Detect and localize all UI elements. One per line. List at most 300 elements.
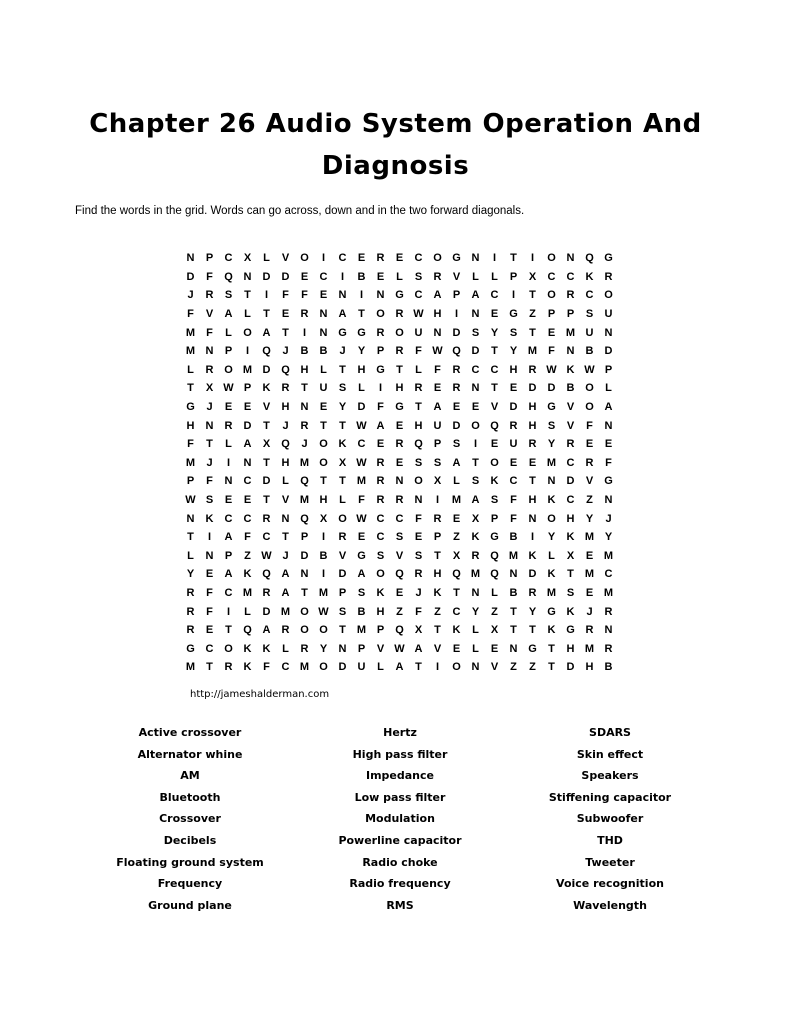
word-item: THD xyxy=(597,833,623,847)
grid-cell: M xyxy=(280,605,291,618)
grid-cell: G xyxy=(186,401,195,414)
grid-cell: D xyxy=(338,568,347,581)
grid-cell: T xyxy=(320,419,327,432)
grid-cell: C xyxy=(376,512,385,525)
grid-cell: T xyxy=(510,624,517,637)
grid-cell: M xyxy=(603,586,614,599)
grid-cell: A xyxy=(471,494,480,507)
grid-cell: W xyxy=(432,345,443,358)
grid-cell: R xyxy=(281,624,290,637)
grid-cell: N xyxy=(300,401,309,414)
grid-cell: G xyxy=(547,605,556,618)
grid-cell: Y xyxy=(490,326,499,339)
grid-cell: K xyxy=(452,624,461,637)
grid-cell: S xyxy=(433,456,442,469)
grid-cell: T xyxy=(225,624,232,637)
grid-cell: C xyxy=(319,270,328,283)
grid-cell: L xyxy=(472,624,479,637)
grid-cell: A xyxy=(224,531,233,544)
grid-cell: T xyxy=(339,363,346,376)
grid-cell: M xyxy=(185,345,196,358)
grid-cell: O xyxy=(585,382,594,395)
grid-cell: F xyxy=(187,308,194,321)
grid-cell: K xyxy=(566,531,575,544)
grid-cell: T xyxy=(510,605,517,618)
grid-cell: B xyxy=(357,270,366,283)
grid-cell: C xyxy=(452,605,461,618)
grid-cell: E xyxy=(490,308,499,321)
grid-cell: R xyxy=(376,456,385,469)
grid-cell: U xyxy=(414,326,423,339)
grid-cell: O xyxy=(433,252,442,265)
grid-cell: J xyxy=(282,419,289,432)
grid-cell: F xyxy=(187,438,194,451)
grid-cell: H xyxy=(528,419,537,432)
grid-cell: C xyxy=(243,512,252,525)
grid-cell: K xyxy=(376,586,385,599)
grid-cell: I xyxy=(378,382,383,395)
grid-cell: N xyxy=(338,289,347,302)
grid-cell: P xyxy=(433,438,442,451)
grid-cell: P xyxy=(376,624,385,637)
grid-cell: K xyxy=(528,549,537,562)
grid-cell: M xyxy=(603,549,614,562)
grid-cell: S xyxy=(357,586,366,599)
grid-cell: G xyxy=(509,308,518,321)
grid-cell: Y xyxy=(585,512,594,525)
grid-cell: O xyxy=(319,624,328,637)
grid-cell: R xyxy=(300,642,309,655)
grid-cell: J xyxy=(605,512,612,525)
grid-cell: N xyxy=(528,512,537,525)
grid-cell: W xyxy=(546,363,557,376)
grid-cell: C xyxy=(262,531,271,544)
grid-cell: M xyxy=(356,475,367,488)
grid-cell: N xyxy=(471,382,480,395)
grid-cell: D xyxy=(604,345,613,358)
grid-cell: T xyxy=(529,289,536,302)
grid-cell: W xyxy=(394,642,405,655)
grid-cell: Q xyxy=(490,549,499,562)
grid-cell: Q xyxy=(395,624,404,637)
grid-cell: R xyxy=(604,642,613,655)
grid-cell: R xyxy=(376,494,385,507)
grid-cell: Q xyxy=(262,345,271,358)
grid-cell: A xyxy=(414,642,423,655)
grid-cell: T xyxy=(415,661,422,674)
grid-cell: I xyxy=(530,531,535,544)
grid-cell: W xyxy=(356,419,367,432)
grid-cell: T xyxy=(453,586,460,599)
grid-cell: V xyxy=(490,661,499,674)
grid-cell: M xyxy=(242,363,253,376)
grid-cell: R xyxy=(395,494,404,507)
grid-cell: G xyxy=(490,531,499,544)
grid-cell: E xyxy=(452,512,461,525)
grid-cell: X xyxy=(471,512,480,525)
grid-cell: I xyxy=(492,252,497,265)
grid-cell: A xyxy=(433,289,442,302)
grid-cell: T xyxy=(282,326,289,339)
grid-cell: T xyxy=(263,419,270,432)
grid-cell: G xyxy=(566,624,575,637)
grid-cell: T xyxy=(415,401,422,414)
grid-cell: T xyxy=(263,456,270,469)
grid-cell: Q xyxy=(490,568,499,581)
grid-cell: N xyxy=(471,308,480,321)
grid-cell: V xyxy=(566,419,575,432)
grid-cell: F xyxy=(605,456,612,469)
grid-cell: F xyxy=(358,494,365,507)
grid-cell: R xyxy=(281,382,290,395)
grid-cell: E xyxy=(585,586,594,599)
grid-cell: Y xyxy=(319,642,328,655)
grid-cell: Q xyxy=(395,568,404,581)
grid-cell: E xyxy=(376,438,385,451)
grid-cell: C xyxy=(243,475,252,488)
grid-cell: T xyxy=(434,549,441,562)
grid-cell: V xyxy=(433,642,442,655)
grid-cell: I xyxy=(321,568,326,581)
grid-cell: Y xyxy=(338,401,347,414)
grid-cell: J xyxy=(282,345,289,358)
grid-cell: E xyxy=(224,401,233,414)
grid-cell: I xyxy=(435,661,440,674)
grid-cell: M xyxy=(318,586,329,599)
grid-cell: F xyxy=(415,512,422,525)
grid-cell: D xyxy=(528,568,537,581)
word-item: Skin effect xyxy=(576,747,644,761)
grid-cell: O xyxy=(376,308,385,321)
grid-cell: L xyxy=(491,270,498,283)
grid-cell: T xyxy=(206,661,213,674)
grid-cell: F xyxy=(377,401,384,414)
grid-cell: D xyxy=(547,382,556,395)
grid-cell: S xyxy=(414,549,423,562)
grid-cell: W xyxy=(356,512,367,525)
grid-cell: E xyxy=(395,419,404,432)
grid-cell: D xyxy=(243,419,252,432)
grid-cell: A xyxy=(224,568,233,581)
word-item: Floating ground system xyxy=(116,855,264,869)
grid-cell: L xyxy=(187,363,194,376)
grid-cell: E xyxy=(452,401,461,414)
grid-cell: P xyxy=(547,308,556,321)
grid-cell: D xyxy=(452,326,461,339)
grid-cell: D xyxy=(262,270,271,283)
grid-cell: H xyxy=(376,605,385,618)
grid-cell: P xyxy=(357,642,366,655)
grid-cell: F xyxy=(301,289,308,302)
grid-cell: A xyxy=(395,661,404,674)
grid-cell: N xyxy=(338,642,347,655)
grid-cell: J xyxy=(282,549,289,562)
grid-cell: Y xyxy=(509,345,518,358)
grid-cell: P xyxy=(300,531,309,544)
grid-cell: F xyxy=(244,531,251,544)
grid-cell: C xyxy=(376,531,385,544)
grid-cell: R xyxy=(566,438,575,451)
grid-cell: H xyxy=(509,363,518,376)
grid-cell: N xyxy=(433,326,442,339)
grid-cell: A xyxy=(262,326,271,339)
grid-cell: F xyxy=(548,345,555,358)
grid-cell: Z xyxy=(244,549,251,562)
grid-cell: O xyxy=(319,456,328,469)
grid-cell: Z xyxy=(491,605,498,618)
grid-cell: E xyxy=(224,494,233,507)
grid-cell: E xyxy=(357,252,366,265)
grid-cell: G xyxy=(604,475,613,488)
grid-cell: V xyxy=(585,475,594,488)
grid-cell: T xyxy=(301,586,308,599)
grid-cell: B xyxy=(509,586,518,599)
grid-cell: O xyxy=(300,624,309,637)
grid-cell: S xyxy=(471,475,480,488)
grid-cell: P xyxy=(186,475,195,488)
grid-cell: D xyxy=(452,419,461,432)
grid-cell: M xyxy=(584,642,595,655)
grid-cell: N xyxy=(243,270,252,283)
grid-cell: X xyxy=(490,624,499,637)
grid-cell: K xyxy=(566,605,575,618)
grid-cell: E xyxy=(490,438,499,451)
grid-cell: G xyxy=(528,642,537,655)
grid-cell: F xyxy=(510,512,517,525)
grid-cell: Y xyxy=(471,605,480,618)
grid-cell: H xyxy=(528,494,537,507)
grid-cell: G xyxy=(452,252,461,265)
grid-cell: N xyxy=(509,568,518,581)
grid-cell: L xyxy=(187,549,194,562)
word-search-grid xyxy=(181,249,618,677)
grid-cell: R xyxy=(414,382,423,395)
grid-cell: M xyxy=(527,345,538,358)
instruction-text: Find the words in the grid. Words can go across, down and in the two forward diagonals. xyxy=(75,205,525,217)
grid-cell: S xyxy=(585,308,594,321)
grid-cell: D xyxy=(357,401,366,414)
grid-cell: H xyxy=(281,401,290,414)
grid-cell: R xyxy=(433,512,442,525)
grid-cell: L xyxy=(244,308,251,321)
grid-cell: R xyxy=(205,289,214,302)
grid-cell: N xyxy=(604,326,613,339)
grid-cell: L xyxy=(415,363,422,376)
grid-cell: L xyxy=(225,438,232,451)
grid-cell: C xyxy=(224,252,233,265)
grid-cell: U xyxy=(585,326,594,339)
word-list-column xyxy=(85,722,295,916)
grid-cell: I xyxy=(302,326,307,339)
grid-cell: K xyxy=(262,642,271,655)
grid-cell: S xyxy=(471,326,480,339)
grid-cell: F xyxy=(510,494,517,507)
grid-cell: C xyxy=(395,512,404,525)
grid-cell: K xyxy=(490,475,499,488)
grid-cell: T xyxy=(529,475,536,488)
grid-cell: F xyxy=(206,326,213,339)
grid-cell: B xyxy=(566,382,575,395)
grid-cell: E xyxy=(547,326,556,339)
grid-cell: H xyxy=(281,456,290,469)
grid-cell: V xyxy=(262,401,271,414)
grid-cell: X xyxy=(205,382,214,395)
grid-cell: U xyxy=(319,382,328,395)
grid-cell: L xyxy=(605,382,612,395)
grid-cell: T xyxy=(491,382,498,395)
grid-cell: F xyxy=(282,289,289,302)
grid-cell: N xyxy=(319,326,328,339)
grid-cell: W xyxy=(413,308,424,321)
grid-cell: Q xyxy=(243,624,252,637)
grid-cell: D xyxy=(281,270,290,283)
grid-cell: A xyxy=(338,308,347,321)
grid-cell: C xyxy=(357,438,366,451)
grid-cell: T xyxy=(396,363,403,376)
grid-cell: R xyxy=(604,605,613,618)
grid-cell: L xyxy=(377,661,384,674)
grid-cell: L xyxy=(339,494,346,507)
grid-cell: Z xyxy=(510,661,517,674)
source-link[interactable]: http://jameshalderman.com xyxy=(190,689,330,700)
grid-cell: I xyxy=(473,438,478,451)
grid-cell: S xyxy=(395,531,404,544)
grid-cell: T xyxy=(339,624,346,637)
word-item: Voice recognition xyxy=(556,877,664,891)
grid-cell: O xyxy=(300,252,309,265)
grid-cell: R xyxy=(224,661,233,674)
grid-cell: W xyxy=(185,494,196,507)
grid-cell: E xyxy=(281,308,290,321)
grid-cell: R xyxy=(262,512,271,525)
grid-cell: H xyxy=(566,512,575,525)
grid-cell: O xyxy=(547,289,556,302)
grid-cell: Z xyxy=(529,308,536,321)
grid-cell: T xyxy=(301,382,308,395)
grid-cell: A xyxy=(604,401,613,414)
grid-cell: N xyxy=(471,586,480,599)
grid-cell: Z xyxy=(586,494,593,507)
grid-cell: T xyxy=(206,438,213,451)
grid-cell: N xyxy=(376,289,385,302)
grid-cell: L xyxy=(453,475,460,488)
grid-cell: D xyxy=(566,475,575,488)
grid-cell: Q xyxy=(414,438,423,451)
grid-cell: G xyxy=(357,326,366,339)
grid-cell: M xyxy=(565,326,576,339)
grid-cell: V xyxy=(395,549,404,562)
grid-cell: S xyxy=(509,326,518,339)
grid-cell: L xyxy=(548,549,555,562)
grid-cell: K xyxy=(243,568,252,581)
grid-cell: F xyxy=(415,605,422,618)
grid-cell: N xyxy=(300,568,309,581)
grid-cell: O xyxy=(490,456,499,469)
grid-cell: Z xyxy=(434,605,441,618)
grid-cell: N xyxy=(186,512,195,525)
grid-cell: S xyxy=(338,382,347,395)
grid-cell: L xyxy=(244,605,251,618)
grid-cell: C xyxy=(509,475,518,488)
grid-cell: P xyxy=(509,270,518,283)
grid-cell: S xyxy=(452,438,461,451)
grid-cell: H xyxy=(528,401,537,414)
grid-cell: P xyxy=(433,531,442,544)
grid-cell: O xyxy=(300,605,309,618)
grid-cell: R xyxy=(509,419,518,432)
grid-cell: M xyxy=(546,456,557,469)
grid-cell: B xyxy=(319,345,328,358)
grid-cell: T xyxy=(263,308,270,321)
grid-cell: I xyxy=(454,308,459,321)
grid-cell: N xyxy=(186,252,195,265)
grid-cell: K xyxy=(471,531,480,544)
grid-cell: N xyxy=(604,624,613,637)
grid-cell: M xyxy=(242,586,253,599)
grid-cell: M xyxy=(451,494,462,507)
grid-cell: R xyxy=(338,531,347,544)
grid-cell: C xyxy=(566,456,575,469)
grid-cell: Q xyxy=(281,438,290,451)
grid-cell: E xyxy=(528,456,537,469)
grid-cell: G xyxy=(395,289,404,302)
grid-cell: V xyxy=(452,270,461,283)
grid-cell: K xyxy=(566,363,575,376)
grid-cell: O xyxy=(395,326,404,339)
grid-cell: I xyxy=(226,605,231,618)
grid-cell: I xyxy=(264,289,269,302)
grid-cell: S xyxy=(338,605,347,618)
grid-cell: T xyxy=(339,475,346,488)
grid-cell: I xyxy=(511,289,516,302)
grid-cell: H xyxy=(433,308,442,321)
grid-cell: C xyxy=(205,642,214,655)
grid-cell: I xyxy=(321,252,326,265)
grid-cell: J xyxy=(206,456,213,469)
grid-cell: C xyxy=(490,363,499,376)
grid-cell: T xyxy=(358,308,365,321)
grid-cell: N xyxy=(243,456,252,469)
grid-cell: V xyxy=(205,308,214,321)
grid-cell: I xyxy=(321,531,326,544)
grid-cell: M xyxy=(584,531,595,544)
word-item: Bluetooth xyxy=(159,790,221,804)
grid-cell: N xyxy=(566,345,575,358)
word-item: Radio frequency xyxy=(349,877,451,891)
grid-cell: T xyxy=(187,382,194,395)
grid-cell: H xyxy=(585,661,594,674)
grid-cell: N xyxy=(205,345,214,358)
grid-cell: O xyxy=(547,512,556,525)
grid-cell: M xyxy=(299,661,310,674)
grid-cell: Y xyxy=(547,531,556,544)
grid-cell: E xyxy=(395,252,404,265)
grid-cell: Z xyxy=(529,661,536,674)
grid-cell: H xyxy=(300,363,309,376)
grid-cell: Q xyxy=(224,270,233,283)
grid-cell: T xyxy=(510,252,517,265)
grid-cell: S xyxy=(547,419,556,432)
grid-cell: V xyxy=(281,252,290,265)
word-item: Modulation xyxy=(365,812,435,826)
grid-cell: Y xyxy=(186,568,195,581)
grid-cell: G xyxy=(376,363,385,376)
grid-cell: C xyxy=(338,252,347,265)
grid-cell: P xyxy=(338,586,347,599)
grid-cell: R xyxy=(414,568,423,581)
grid-cell: C xyxy=(414,252,423,265)
grid-cell: L xyxy=(320,363,327,376)
